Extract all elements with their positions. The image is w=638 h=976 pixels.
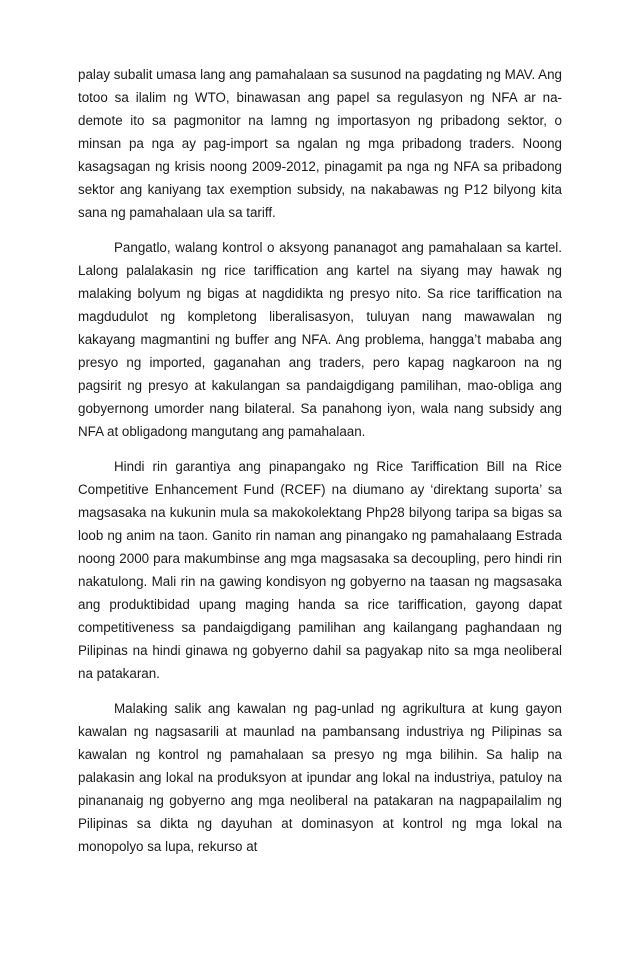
paragraph-3: Hindi rin garantiya ang pinapangako ng Rice Tariffication Bill na Rice Competitive Enhancement Fund (RCEF) na diumano ay ‘direktang suporta’ sa magsasaka na kukunin mula sa makokolektang Php28 bilyong taripa sa bigas sa loob ng anim na taon. Ganito rin naman ang pinangako ng pamahalaang Estrada noong 2000 para makumbinse ang mga magsasaka sa decoupling, pero hindi rin nakatulong. Mali rin na gawing kondisyon ng gobyerno na taasan ng magsasaka ang produktibidad upang maging handa sa rice tariffication, gayong dapat competitiveness sa pandaigdigang pamilihan ang kailangang paghandaan ng Pilipinas na hindi ginawa ng gobyerno dahil sa pagyakap nito sa mga neoliberal na patakaran. xyxy=(78,459,562,681)
document-page xyxy=(78,63,562,870)
paragraph-4: Malaking salik ang kawalan ng pag-unlad ng agrikultura at kung gayon kawalan ng nagsasarili at maunlad na pambansang industriya ng Pilipinas sa kawalan ng kontrol ng pamahalaan sa presyo ng mga bilihin. Sa halip na palakasin ang lokal na produksyon at ipundar ang lokal na industriya, patuloy na pinananaig ng gobyerno ang mga neoliberal na patakaran na nagpapailalim ng Pilipinas sa dikta ng dayuhan at dominasyon at kontrol ng mga lokal na monopolyo sa lupa, rekurso at xyxy=(78,701,562,854)
paragraph-1: palay subalit umasa lang ang pamahalaan sa susunod na pagdating ng MAV. Ang totoo sa ilalim ng WTO, binawasan ang papel sa regulasyon ng NFA ar na-demote ito sa pagmonitor na lamng ng importasyon ng pribadong sektor, o minsan pa nga ay pag-import sa ngalan ng mga pribadong traders. Noong kasagsagan ng krisis noong 2009-2012, pinagamit pa nga ng NFA sa pribadong sektor ang kaniyang tax exemption subsidy, na nakabawas ng P12 bilyong kita sana ng pamahalaan ula sa tariff. xyxy=(78,67,562,220)
paragraph-2: Pangatlo, walang kontrol o aksyong pananagot ang pamahalaan sa kartel. Lalong palalakasin ng rice tariffication ang kartel na siyang may hawak ng malaking bolyum ng bigas at nagdidikta ng presyo nito. Sa rice tariffication na magdudulot ng kompletong liberalisasyon, tuluyan nang mawawalan ng kakayang magmantini ng buffer ang NFA. Ang problema, hangga’t mababa ang presyo ng imported, gaganahan ang traders, pero kapag nagkaroon na ng pagsirit ng presyo at kakulangan sa pandaigdigang pamilihan, mao-obliga ang gobyernong umorder nang bilateral. Sa panahong iyon, wala nang subsidy ang NFA at obligadong mangutang ang pamahalaan. xyxy=(78,240,562,439)
